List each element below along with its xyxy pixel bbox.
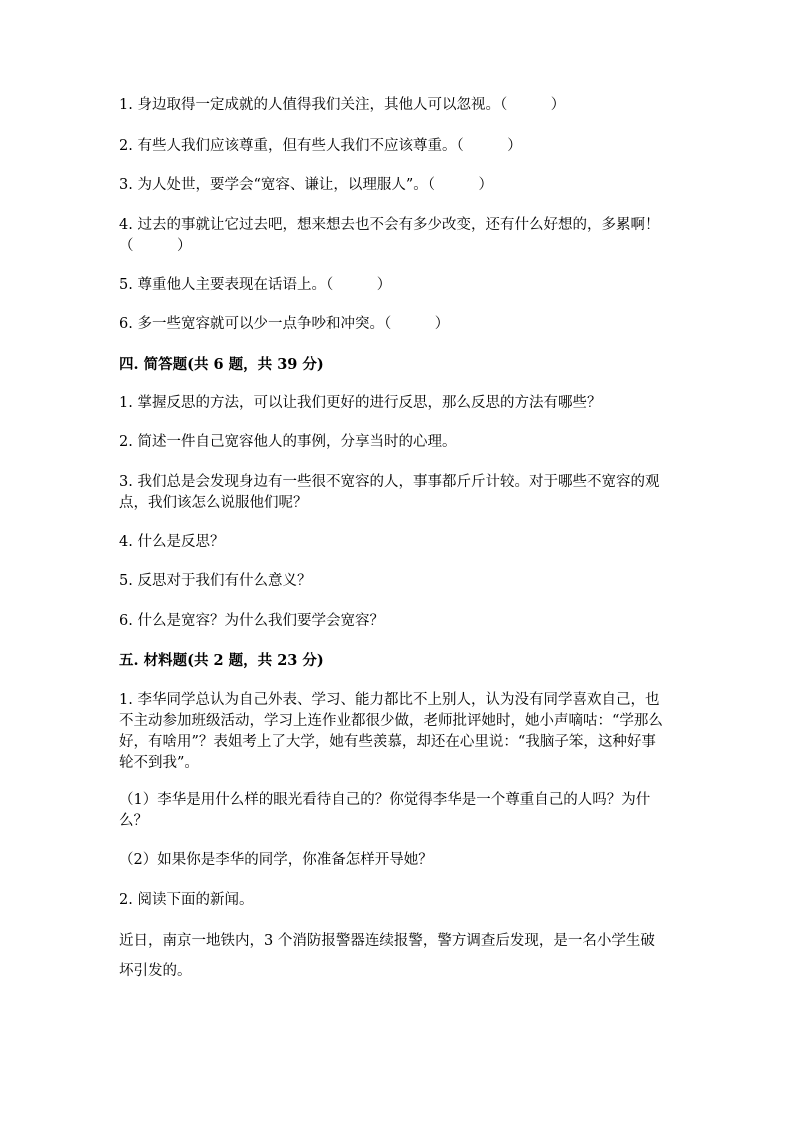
section-5-heading: 五. 材料题(共 2 题，共 23 分): [119, 652, 324, 669]
material-q1-sub2: （2）如果你是李华的同学，你准备怎样开导她？: [119, 852, 433, 868]
material-q1: 1. 李华同学总认为自己外表、学习、能力都比不上别人，认为没有同学喜欢自己，也不主动参加班级活动，学习上连作业都很少做，老师批评她时，她小声嘀咕：“学那么好，有啥用”？表姐考上了大学，她有些羡慕，却还在心里说：“我脑子笨，这种好事轮不到我”。: [119, 692, 663, 771]
tf-item-3: 3. 为人处世，要学会“宽容、谦让，以理服人”。（ ）: [119, 177, 494, 193]
short-answer-item-6: 6. 什么是宽容？为什么我们要学会宽容？: [119, 613, 384, 629]
tf-item-2: 2. 有些人我们应该尊重，但有些人我们不应该尊重。（ ）: [119, 138, 522, 154]
section-4-heading: 四. 简答题(共 6 题，共 39 分): [119, 356, 324, 373]
material-q2-news: 近日，南京一地铁内，3 个消防报警器连续报警，警方调查后发现，是一名小学生破坏引发的。: [119, 933, 655, 979]
tf-item-6: 6. 多一些宽容就可以少一点争吵和冲突。（ ）: [119, 316, 450, 332]
tf-item-5: 5. 尊重他人主要表现在话语上。（ ）: [119, 277, 392, 293]
material-q1-sub1: （1）李华是用什么样的眼光看待自己的？你觉得李华是一个尊重自己的人吗？为什么？: [119, 792, 651, 829]
short-answer-item-3: 3. 我们总是会发现身边有一些很不宽容的人，事事都斤斤计较。对于哪些不宽容的观点，我们该怎么说服他们呢？: [119, 474, 660, 511]
material-q2-intro: 2. 阅读下面的新闻。: [119, 892, 254, 908]
tf-item-1: 1. 身边取得一定成就的人值得我们关注，其他人可以忽视。（ ）: [119, 97, 566, 113]
short-answer-item-5: 5. 反思对于我们有什么意义？: [119, 573, 312, 589]
short-answer-item-2: 2. 简述一件自己宽容他人的事例，分享当时的心理。: [119, 434, 457, 450]
tf-item-4: 4. 过去的事就让它过去吧，想来想去也不会有多少改变，还有什么好想的，多累啊！（ ）: [119, 217, 660, 254]
short-answer-item-1: 1. 掌握反思的方法，可以让我们更好的进行反思，那么反思的方法有哪些？: [119, 395, 602, 411]
short-answer-item-4: 4. 什么是反思？: [119, 534, 225, 550]
